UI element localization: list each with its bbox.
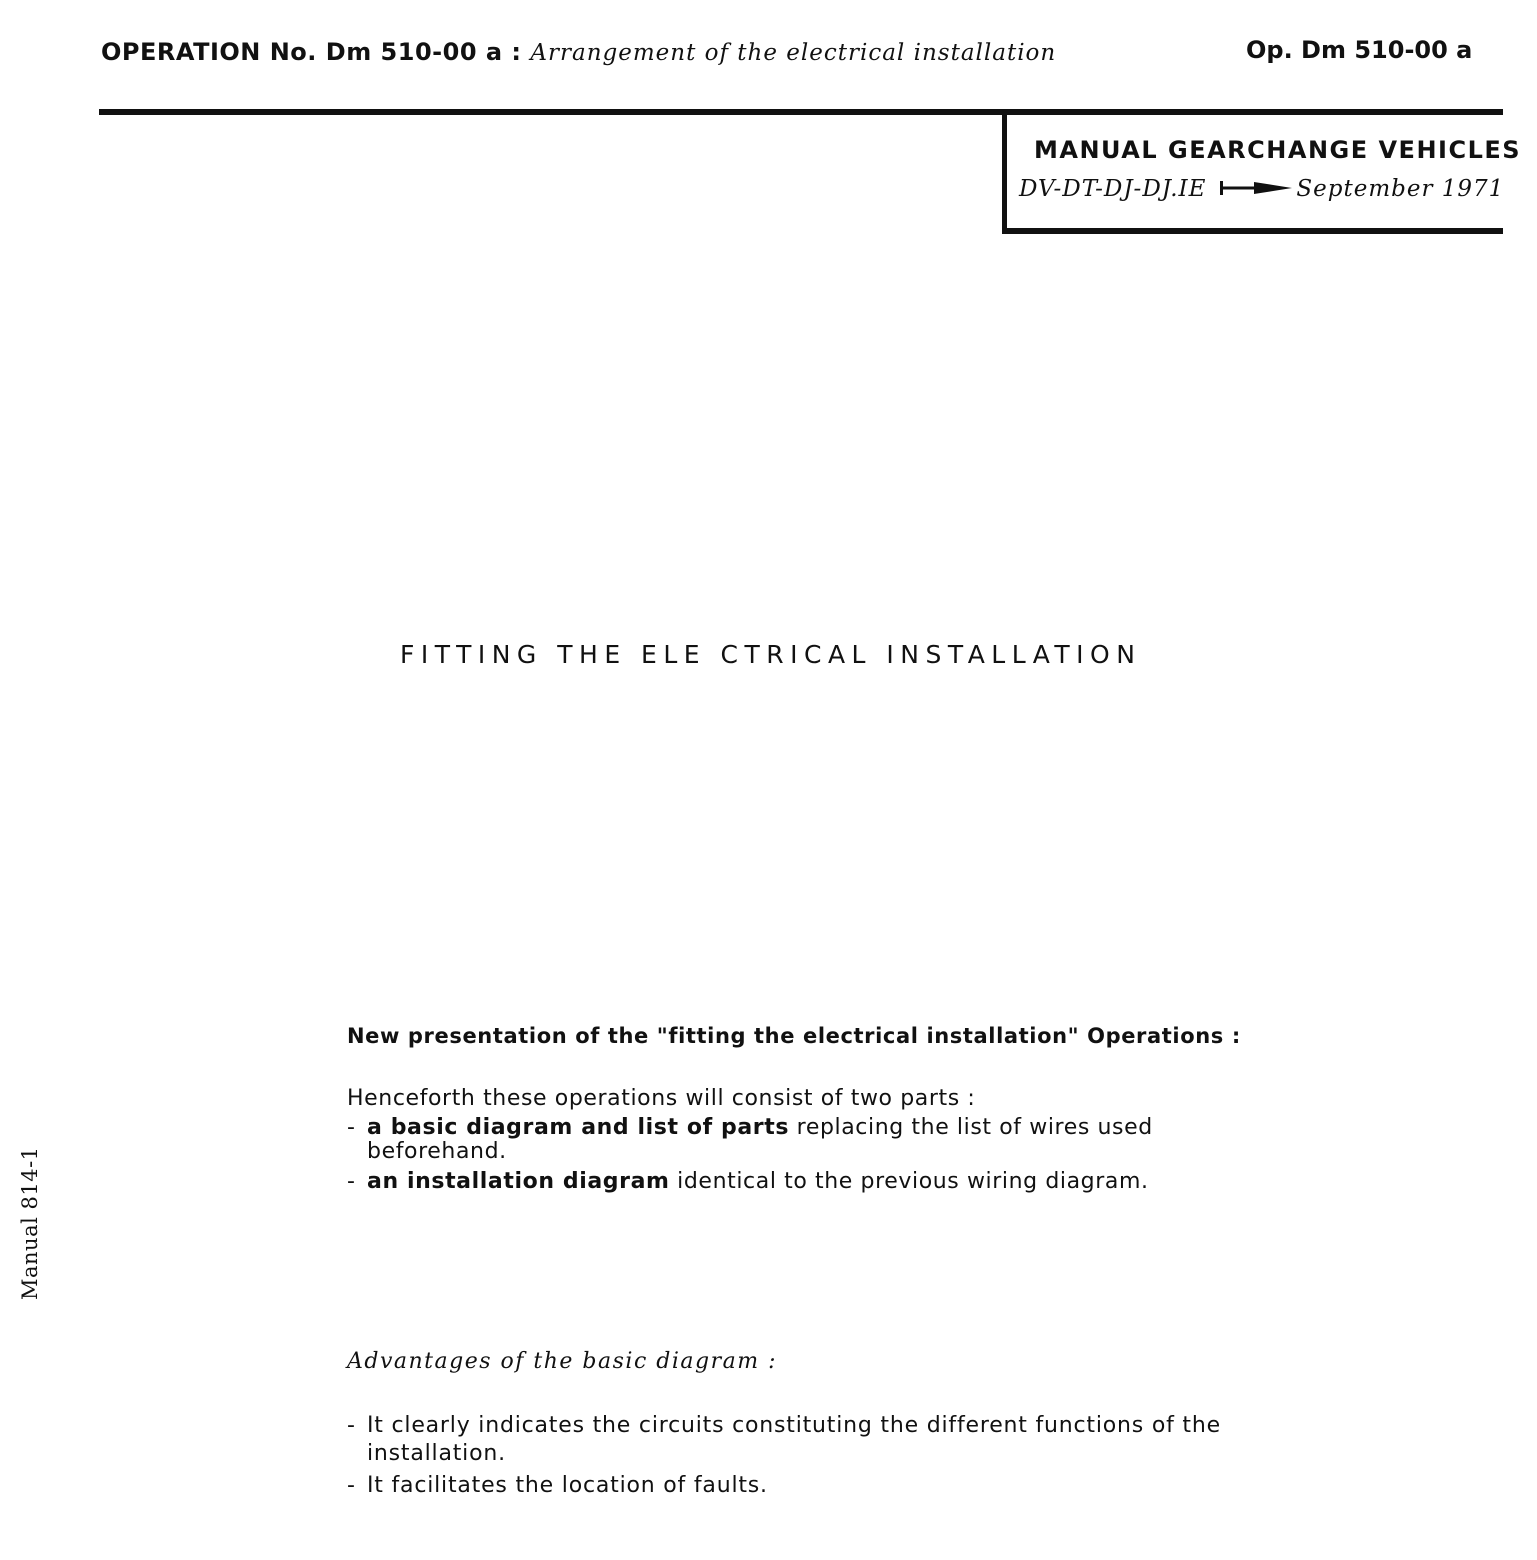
header-separator: :	[511, 38, 522, 66]
bullet-bold-text: a basic diagram and list of parts	[367, 1115, 790, 1140]
list-item	[347, 1472, 1307, 1500]
intro-text: Henceforth these operations will consist of two parts :	[347, 1086, 976, 1111]
list-item	[347, 1412, 1307, 1468]
operation-code: Op. Dm 510-00 a	[1246, 36, 1473, 64]
vehicle-range	[1019, 176, 1504, 202]
bullet-dash: -	[347, 1169, 356, 1194]
bullet-dash: -	[347, 1115, 356, 1140]
advantage-continuation: installation.	[367, 1441, 506, 1466]
section-heading: New presentation of the "fitting the electrical installation" Operations :	[347, 1024, 1241, 1048]
bullet-dash: -	[347, 1473, 356, 1498]
vehicle-date: September 1971	[1296, 176, 1505, 202]
advantages-list	[347, 1412, 1307, 1504]
bullet-text: replacing the list of wires used	[789, 1115, 1153, 1140]
bullet-continuation: beforehand.	[367, 1139, 507, 1164]
bullet-bold-text: an installation diagram	[367, 1169, 670, 1194]
operation-subtitle: Arrangement of the electrical installation	[530, 40, 1057, 66]
list-item	[347, 1116, 1247, 1164]
operation-number: OPERATION No. Dm 510-00 a	[101, 38, 503, 66]
bullet-text: identical to the previous wiring diagram.	[669, 1169, 1149, 1194]
vehicle-models: DV-DT-DJ-DJ.IE	[1019, 176, 1207, 202]
manual-reference-label: Manual 814-1	[18, 1146, 42, 1300]
list-item	[347, 1170, 1247, 1194]
arrow-right-icon	[1220, 176, 1292, 202]
operation-header	[101, 38, 1056, 66]
advantages-heading: Advantages of the basic diagram :	[347, 1349, 777, 1374]
vehicle-applicability-box	[1002, 110, 1522, 234]
vehicle-title: MANUAL GEARCHANGE VEHICLES	[1034, 136, 1522, 164]
advantage-text: It clearly indicates the circuits constituting the different functions of the	[367, 1413, 1221, 1438]
advantage-text: It facilitates the location of faults.	[367, 1473, 768, 1498]
page-title: FITTING THE ELE CTRICAL INSTALLATION	[400, 640, 1142, 669]
parts-list	[347, 1116, 1247, 1200]
bullet-dash: -	[347, 1413, 356, 1438]
